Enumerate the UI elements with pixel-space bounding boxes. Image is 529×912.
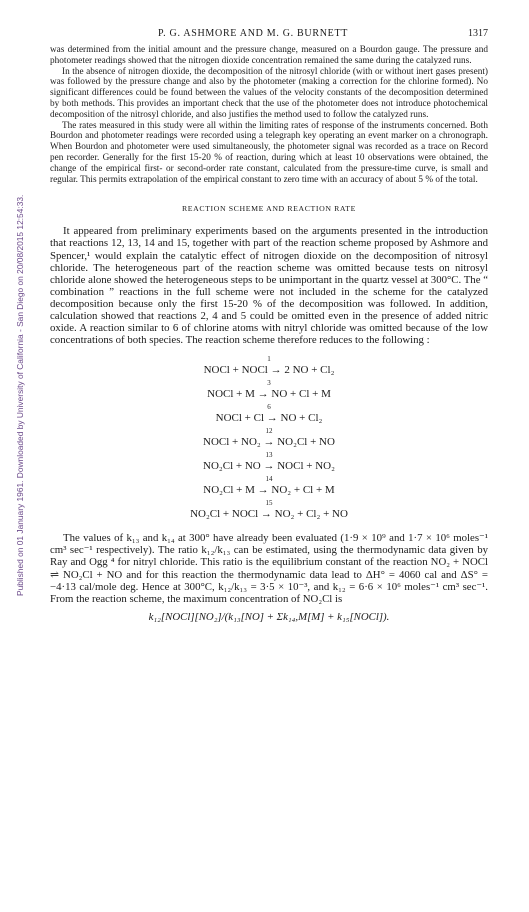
download-watermark-text: Published on 01 January 1961. Downloaded by University of California - San Diego on 20/08/2015 12:54:33. [15, 194, 25, 596]
section-heading: REACTION SCHEME AND REACTION RATE [181, 204, 356, 214]
equation [50, 500, 488, 524]
paragraph-rates: The rates measured in this study were all within the limiting rates of response of the instruments concerned. Both Bourdon and photometer readings were recorded using a telegraph key operating an event marker on a chronograph. When Bourdon and photometer were used simultaneously, the photometer signal was recorded as a trace on Record pen recorder. Generally for the first 15-20 % of reaction, during which at least 10 observations were obtained, the change of the empirical first- or second-order rate constant, calculated from the pressure-time curve, is small and regular. This permits extrapolation of the empirical constant to zero time with an accuracy of about 5 % of the total. [50, 120, 488, 185]
reaction-section [50, 225, 488, 623]
equation [50, 452, 488, 476]
paragraph-absence: In the absence of nitrogen dioxide, the decomposition of the nitrosyl chloride (with or without inert gases present) was followed by the pressure change and also by the photometer (making a correction for the chlorine formed). No significant differences could be found between the values of the velocity constants of the decomposition determined by both methods. This provides an important check that the use of the photometer does not introduce photochemical decomposition of the nitrosyl chloride, and also justifies the method used to follow the catalyzed runs. [50, 66, 488, 120]
max-concentration-expression: k₁₂[NOCl][NO₂]/(k₁₃[NO] + Σk₁₄,M[M] + k₁₅[NOCl]). [148, 610, 390, 623]
equation-expression: NO₂Cl + M → NO₂ + Cl + M [203, 484, 335, 497]
reaction-equations [50, 356, 488, 524]
equation-number: 3 [267, 379, 271, 388]
journal-page [50, 28, 488, 623]
paragraph-bourdon: was determined from the initial amount and the pressure change, measured on a Bourdon gauge. The pressure and photometer readings showed that the nitrogen dioxide concentration remained the same during the catalyzed runs. [50, 45, 488, 66]
equation [50, 428, 488, 452]
running-head [50, 28, 488, 39]
equation [50, 404, 488, 428]
equation-expression: NOCl + NOCl → 2 NO + Cl₂ [203, 364, 335, 377]
equation-number: 1 [267, 355, 271, 364]
equation-expression: NO₂Cl + NOCl → NO₂ + Cl₂ + NO [190, 508, 348, 521]
equation-number: 6 [267, 403, 271, 412]
equation-number: 13 [265, 451, 273, 460]
paragraph-rate-constants: The values of k₁₃ and k₁₄ at 300° have already been evaluated (1·9 × 10⁹ and 1·7 × 10⁶ moles⁻¹ cm³ sec⁻¹ respectively). The ratio k₁₂/k₁₃ can be estimated, using the thermodynamic data given by Ray and Ogg ⁴ for nitryl chloride. This ratio is the equilibrium constant of the reaction NO₂ + NOCl ⇌ NO₂Cl + NO and for this reaction the thermodynamic data lead to ΔH° = 4060 cal and ΔS° = −4·13 cal/mole deg. Hence at 300°C, k₁₂/k₁₃ = 3·5 × 10⁻³, and k₁₂ = 6·6 × 10⁶ moles⁻¹ cm³ sec⁻¹. From the reaction scheme, the maximum concentration of NO₂Cl is [50, 532, 488, 605]
page-number: 1317 [468, 28, 488, 39]
equation [50, 476, 488, 500]
equation-expression: NOCl + M → NO + Cl + M [207, 388, 331, 401]
equation-number: 14 [265, 475, 273, 484]
equation [50, 380, 488, 404]
equation-number: 12 [265, 427, 273, 436]
equation [50, 356, 488, 380]
equation-expression: NO₂Cl + NO → NOCl + NO₂ [203, 460, 335, 473]
equation-expression: NOCl + NO₂ → NO₂Cl + NO [203, 436, 335, 449]
paragraph-scheme: It appeared from preliminary experiments based on the arguments presented in the introduction that reactions 12, 13, 14 and 15, together with part of the reaction scheme proposed by Ashmore and Spencer,¹ would explain the catalytic effect of nitrogen dioxide on the decomposition of nitrosyl chloride. The heterogeneous part of the reaction scheme was omitted because tests on nitrosyl chloride alone showed the heterogeneous steps to be unimportant in the quartz vessel at 300°C. The “ combination ” reactions in the full scheme were not included in the scheme for the catalyzed decomposition because only the first 15-20 % of the decomposition was followed. In addition, calculation showed that reactions 2, 4 and 5 could be omitted even in the presence of added nitric oxide. A reaction similar to 6 of chlorine atoms with nitryl chloride was omitted because of the low concentrations of both species. The reaction scheme therefore reduces to the following : [50, 225, 488, 347]
methods-section [50, 45, 488, 185]
equation-number: 15 [265, 499, 273, 508]
equation-expression: NOCl + Cl → NO + Cl₂ [215, 412, 323, 425]
download-watermark [4, 40, 25, 600]
running-head-authors: P. G. ASHMORE AND M. G. BURNETT [158, 28, 349, 39]
